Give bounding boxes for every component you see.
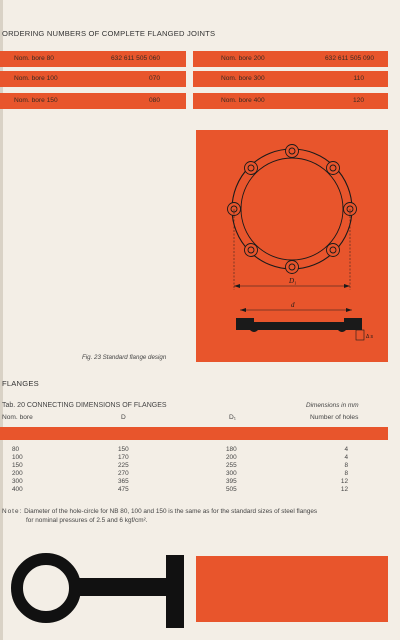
order-row-label: Nom. bore 150 (14, 97, 58, 104)
table-cell: 395 (226, 478, 237, 486)
col-header-d1: D₁ (229, 414, 236, 421)
col-holes (336, 446, 348, 495)
col-header-d: D (121, 414, 126, 421)
table-cell: 150 (12, 462, 23, 470)
table-caption: Tab. 20 CONNECTING DIMENSIONS OF FLANGES (2, 402, 167, 409)
table-cell: 255 (226, 462, 237, 470)
col-d (118, 446, 129, 495)
order-row-number: 632 611 505 090 (324, 55, 374, 62)
table-cell: 100 (12, 454, 23, 462)
note-line-1: Diameter of the hole-circle for NB 80, 100 and 150 is the same as for the standard sizes of steel flanges (24, 508, 318, 515)
order-row-number: 110 (353, 75, 364, 82)
order-row-number: 120 (352, 97, 364, 104)
flange-figure-panel (196, 130, 388, 362)
order-row-label: Nom. bore 100 (14, 75, 58, 82)
ring-shape (17, 559, 75, 617)
table-cell: 180 (226, 446, 237, 453)
table-cell: 80 (12, 446, 20, 453)
order-row-label: Nom. bore 400 (221, 97, 265, 104)
flange-section-profile (236, 318, 362, 332)
table-cell: 4 (344, 446, 348, 453)
bolt-holes (228, 145, 357, 274)
col-header-holes: Number of holes (310, 414, 359, 421)
s-label: Δ s (366, 334, 373, 340)
bottom-accent-block (196, 556, 388, 622)
col-header-nom-bore: Nom. bore (2, 414, 33, 421)
table-cell: 200 (226, 454, 237, 462)
note-label: Note: (2, 508, 23, 515)
table-note (2, 507, 382, 525)
flange-key-graphic (0, 548, 196, 628)
table-cell: 8 (344, 470, 348, 478)
order-row (0, 93, 186, 109)
table-cell: 150 (118, 446, 129, 453)
table-cell: 400 (12, 486, 23, 494)
note-line-2: for nominal pressures of 2.5 and 6 kgf/cm². (26, 517, 148, 524)
table-cell: 12 (340, 486, 348, 494)
col-d1 (226, 446, 237, 495)
order-row-label: Nom. bore 300 (221, 75, 265, 82)
table-cell: 365 (118, 478, 129, 486)
bar-shape (72, 578, 168, 596)
table-cell: 170 (118, 454, 129, 462)
order-row (0, 51, 186, 67)
table-cell: 505 (226, 486, 237, 494)
table-cell: 270 (118, 470, 129, 478)
order-row (193, 51, 388, 67)
table-cell: 475 (118, 486, 129, 494)
order-row-label: Nom. bore 200 (221, 55, 265, 62)
order-row-label: Nom. bore 80 (14, 55, 54, 62)
d-label: d (291, 301, 295, 309)
table-cell: 4 (344, 454, 348, 462)
order-row (0, 71, 186, 87)
flange-drawing (196, 130, 388, 362)
order-row-number: 080 (148, 97, 160, 104)
ordering-numbers-heading: ORDERING NUMBERS OF COMPLETE FLANGED JOINTS (2, 29, 216, 38)
order-row-number: 070 (148, 75, 160, 82)
t-bar-shape (166, 555, 184, 628)
table-cell: 12 (340, 478, 348, 486)
d1-label: D₁ (289, 277, 297, 285)
table-cell: 300 (12, 478, 23, 486)
table-cell: 8 (344, 462, 348, 470)
figure-caption: Fig. 23 Standard flange design (82, 354, 167, 361)
flanges-section-title: FLANGES (2, 379, 39, 388)
order-row-number: 632 611 505 060 (110, 55, 160, 62)
flange-inner-ring (241, 158, 343, 260)
table-units: Dimensions in mm (306, 402, 359, 409)
col-nom-bore (12, 446, 23, 495)
order-row (193, 71, 388, 87)
table-cell: 225 (118, 462, 129, 470)
table-cell: 200 (12, 470, 23, 478)
table-header-bar (0, 427, 388, 440)
table-cell: 300 (226, 470, 237, 478)
order-row (193, 93, 388, 109)
